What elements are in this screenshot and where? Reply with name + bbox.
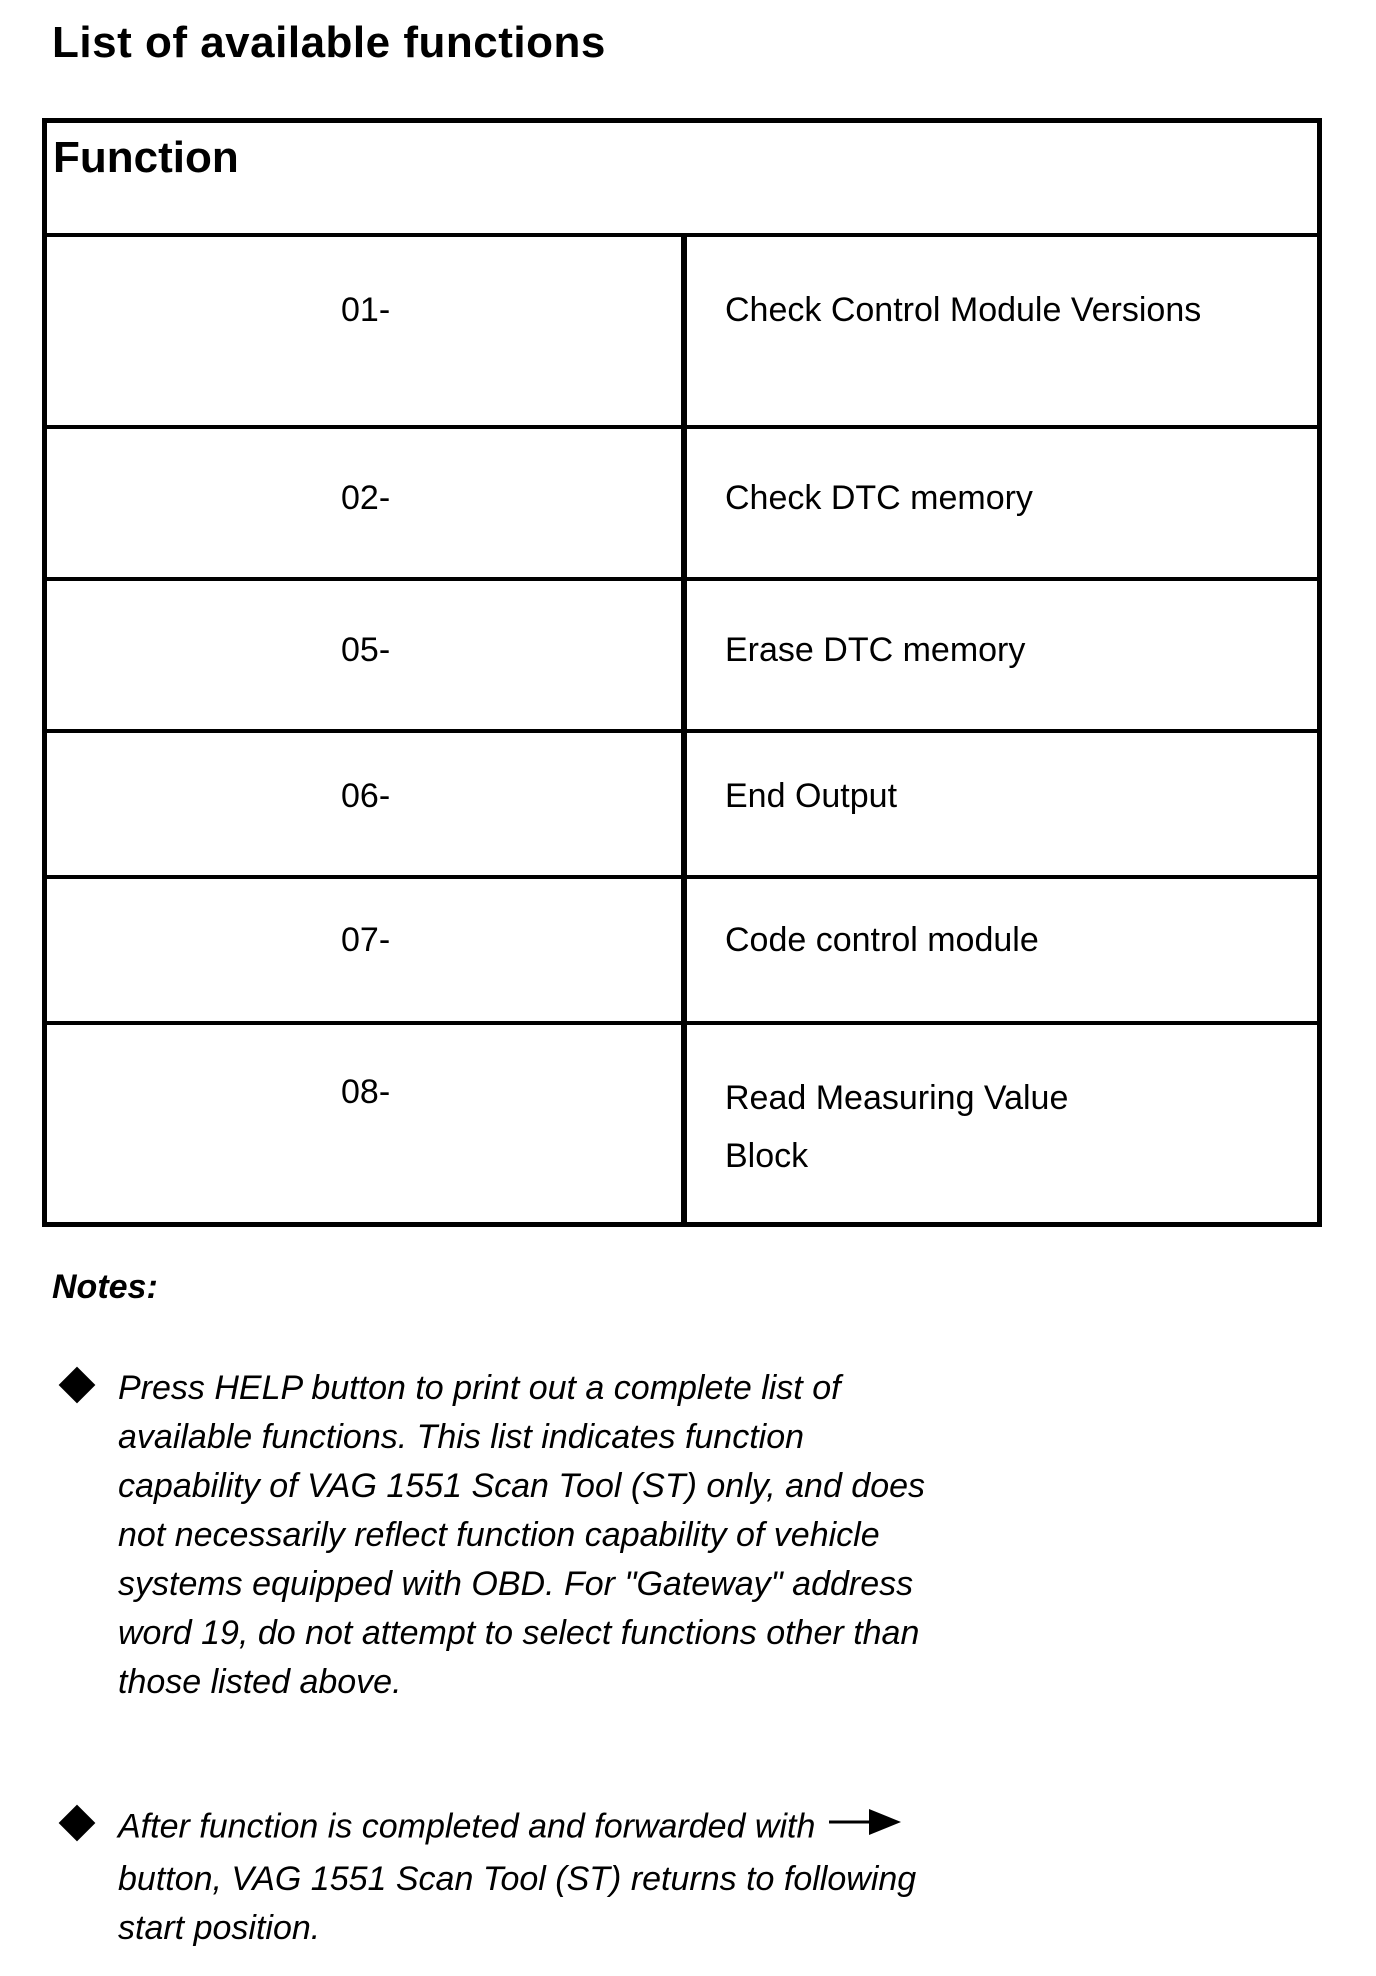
note-item: [64, 1364, 924, 1707]
note-item: [64, 1802, 924, 1953]
notes-title: Notes:: [52, 1268, 158, 1306]
right-arrow-icon: [829, 1802, 903, 1851]
table-row: [47, 1025, 1317, 1222]
note-text-before: After function is completed and forwarded with: [118, 1807, 816, 1846]
table-row: [47, 879, 1317, 1025]
table-row: [47, 237, 1317, 429]
function-description: Erase DTC memory: [725, 631, 1026, 669]
note-text: [118, 1802, 938, 1953]
function-code: 05-: [47, 581, 687, 729]
function-description: Read Measuring Value Block: [725, 1079, 1069, 1175]
function-code: 07-: [47, 879, 687, 1021]
function-code: 06-: [47, 733, 687, 875]
function-description: End Output: [725, 777, 898, 815]
function-description: Check Control Module Versions: [725, 291, 1202, 329]
table-row: [47, 429, 1317, 581]
diamond-bullet-icon: [59, 1367, 96, 1404]
function-code: 08-: [47, 1025, 687, 1222]
table-row: [47, 733, 1317, 879]
note-text-after: button, VAG 1551 Scan Tool (ST) returns to following start position.: [118, 1860, 917, 1947]
function-code: 01-: [47, 237, 687, 425]
function-table: [42, 118, 1322, 1227]
function-description: Code control module: [725, 921, 1039, 959]
diamond-bullet-icon: [59, 1805, 96, 1842]
function-code: 02-: [47, 429, 687, 577]
table-header: Function: [47, 123, 1317, 237]
note-text: Press HELP button to print out a complete list of available functions. This list indicates function capability of VAG 1551 Scan Tool (ST) only, and does not necessarily reflect function capability of vehicle systems equipped with OBD. For "Gateway" address word 19, do not attempt to select functions other than those listed above.: [118, 1369, 926, 1701]
table-row: [47, 581, 1317, 733]
function-description: Check DTC memory: [725, 479, 1033, 517]
page-title: List of available functions: [52, 18, 606, 67]
